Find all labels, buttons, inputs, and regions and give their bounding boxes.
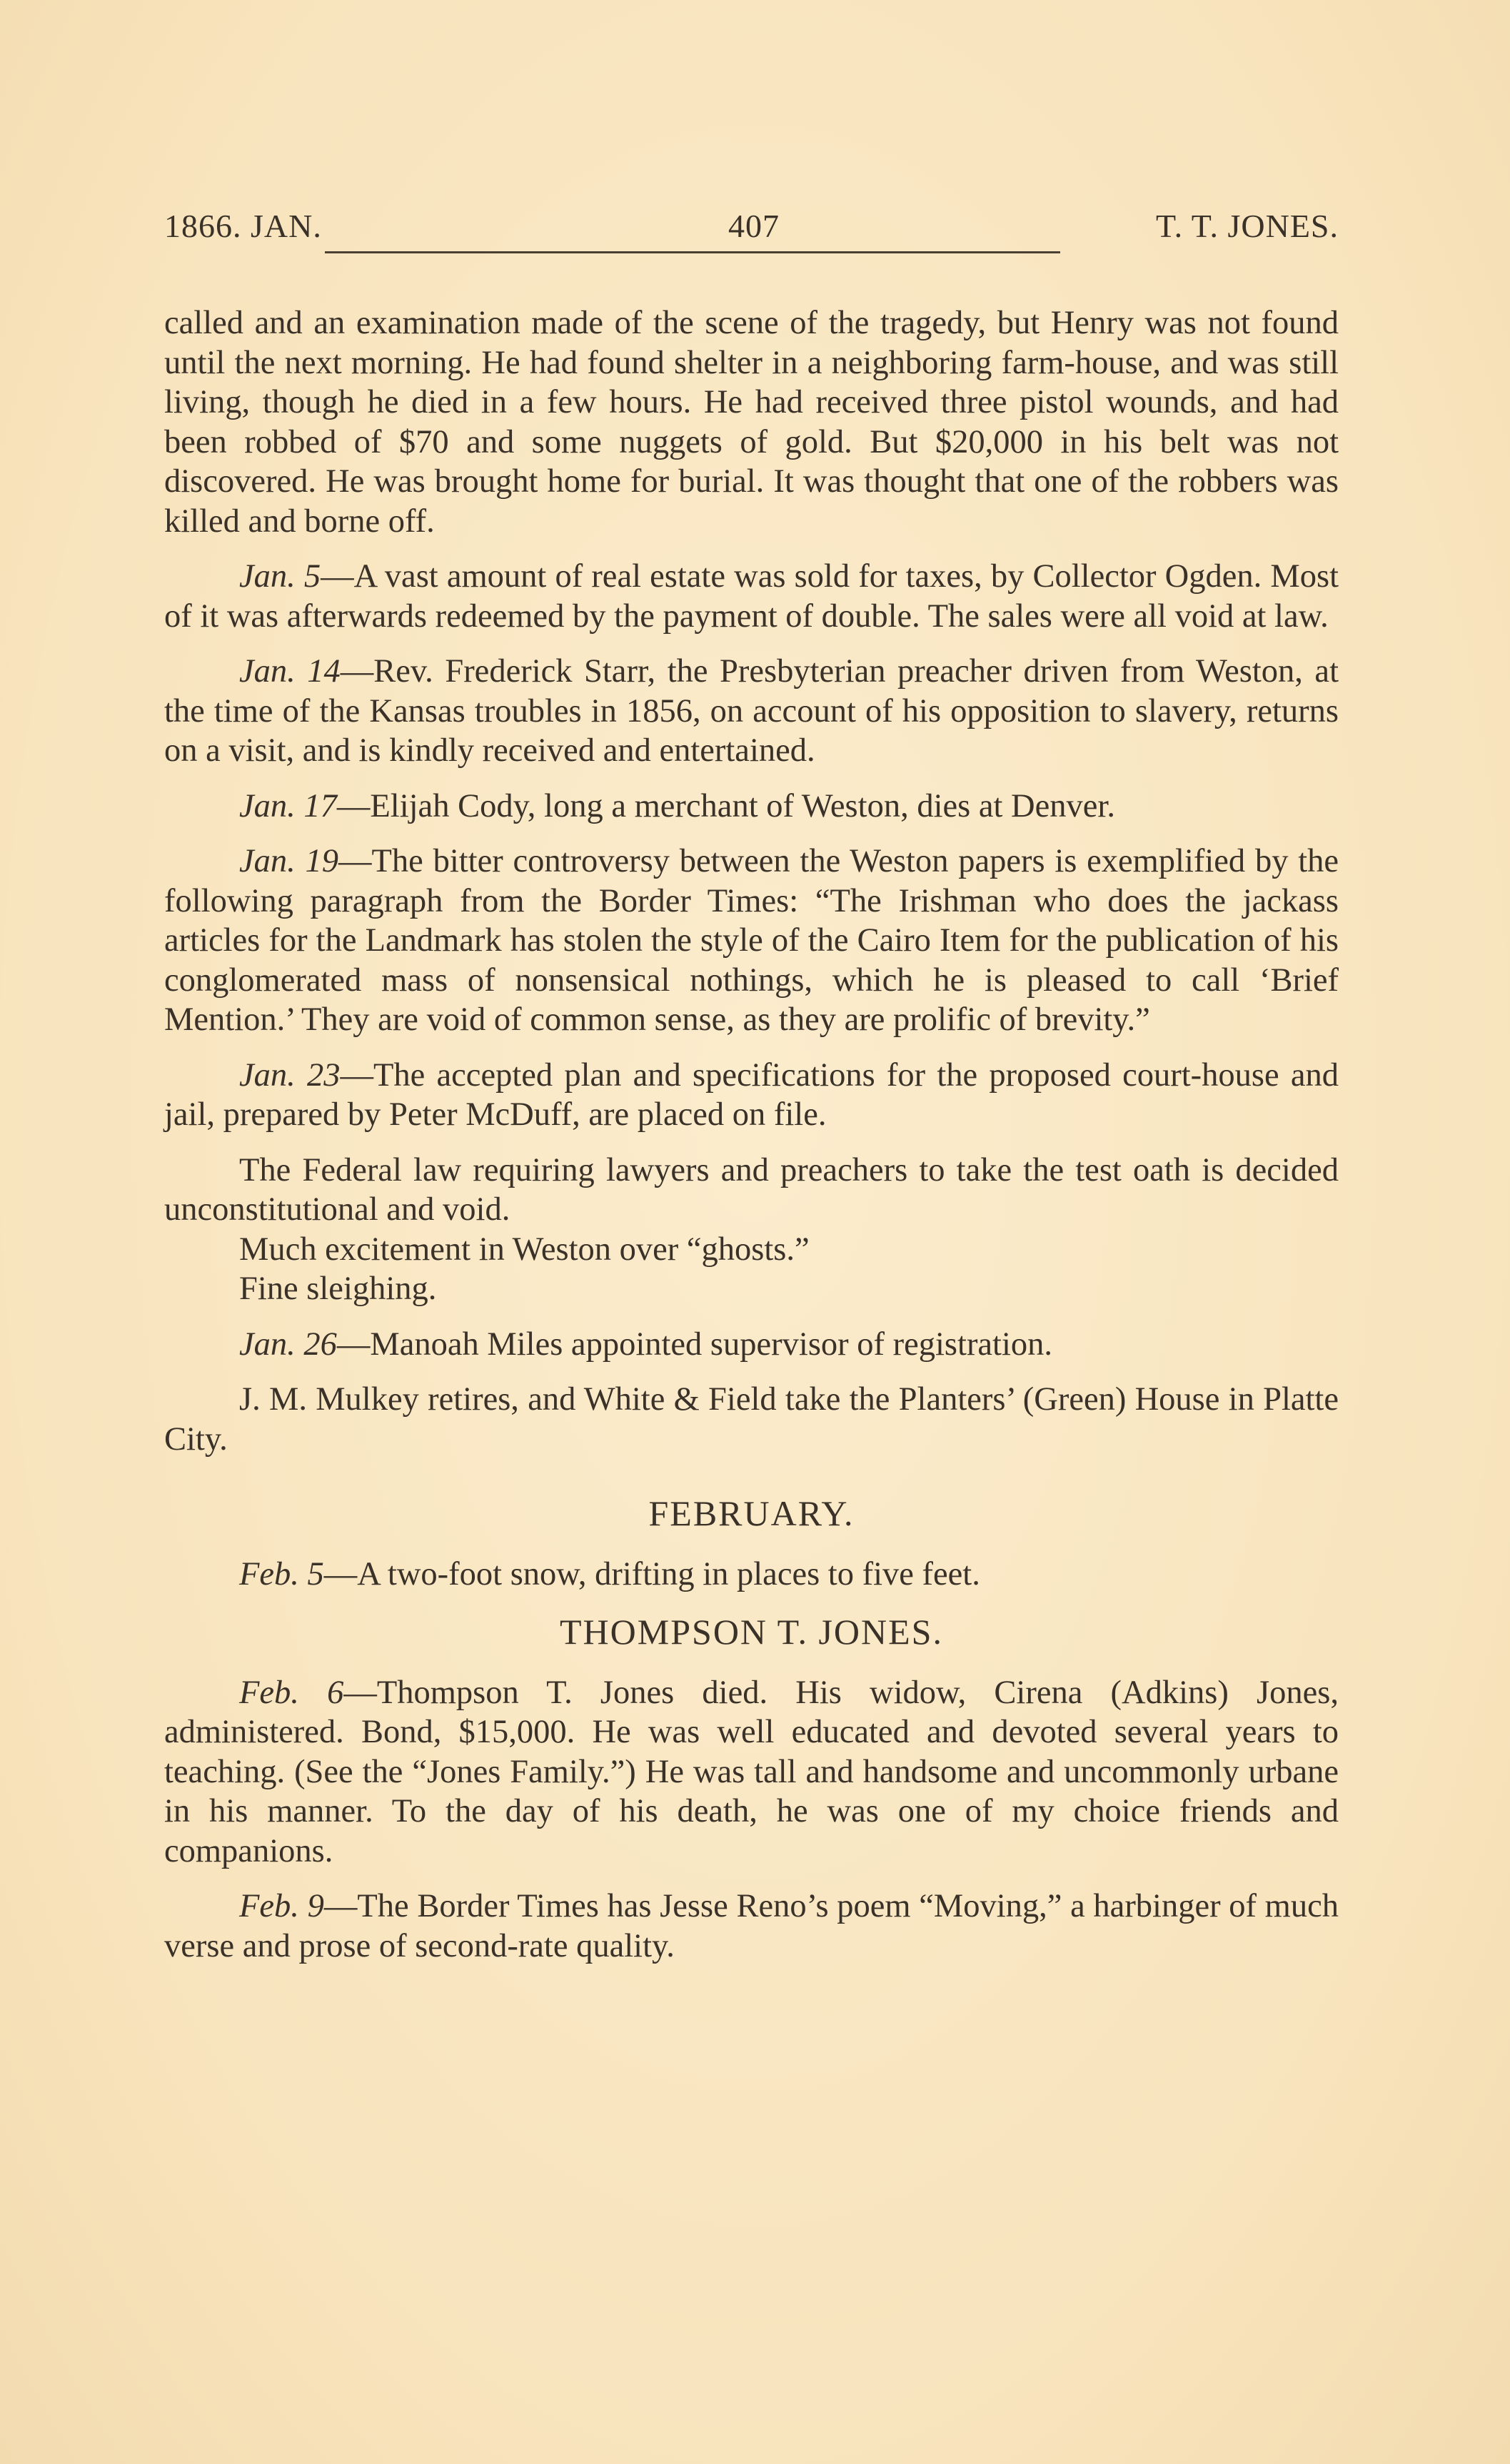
body-text: [164, 303, 1339, 1966]
section-heading: FEBRUARY.: [648, 1493, 855, 1533]
paragraph: The Federal law requiring lawyers and preachers to take the test oath is decided unconstitutional and void.: [164, 1151, 1339, 1228]
running-head-left: 1866. JAN.: [164, 208, 322, 244]
running-head-right: T. T. JONES.: [1155, 208, 1339, 244]
entry-date: Feb. 5: [239, 1556, 324, 1592]
entry-date: Jan. 17: [239, 787, 337, 824]
paragraph: Much excitement in Weston over “ghosts.”: [239, 1231, 810, 1268]
running-head: [164, 207, 1339, 250]
header-rule: [325, 251, 1060, 253]
paragraph: Jan. 26—Manoah Miles appointed supervisor of registration.: [239, 1326, 1053, 1363]
paragraph: Feb. 9—The Border Times has Jesse Reno’s poem “Moving,” a harbinger of much verse and prose of second-rate quality.: [164, 1888, 1339, 1964]
entry-date: Jan. 14: [239, 653, 341, 690]
page-number: 407: [728, 208, 780, 244]
book-page: [164, 207, 1339, 1981]
paragraph: Jan. 17—Elijah Cody, long a merchant of Weston, dies at Denver.: [239, 787, 1115, 824]
entry-date: Jan. 26: [239, 1326, 337, 1363]
paragraph: called and an examination made of the scene of the tragedy, but Henry was not found until the next morning. He had found shelter in a neighboring farm-house, and was still living, though he died in a few hours. He had received three pistol wounds, and had been robbed of $70 and some nuggets of gold. But $20,000 in his belt was not discovered. He was brought home for burial. It was thought that one of the robbers was killed and borne off.: [164, 305, 1339, 540]
paragraph: J. M. Mulkey retires, and White & Field take the Planters’ (Green) House in Platte City.: [164, 1381, 1339, 1458]
entry-date: Feb. 6: [239, 1674, 344, 1711]
paragraph: Jan. 5—A vast amount of real estate was sold for taxes, by Collector Ogden. Most of it was afterwards redeemed by the payment of double. The sales were all void at law.: [164, 558, 1339, 635]
subheading: THOMPSON T. JONES.: [559, 1611, 943, 1652]
paragraph: Jan. 23—The accepted plan and specifications for the proposed court-house and jail, prepared by Peter McDuff, are placed on file.: [164, 1056, 1339, 1133]
entry-date: Jan. 19: [239, 843, 339, 879]
paragraph: Feb. 5—A two-foot snow, drifting in places to five feet.: [239, 1556, 980, 1592]
entry-date: Jan. 5: [239, 558, 321, 595]
entry-date: Feb. 9: [239, 1888, 324, 1924]
paragraph: Fine sleighing.: [239, 1271, 437, 1307]
paragraph: Feb. 6—Thompson T. Jones died. His widow, Cirena (Adkins) Jones, administered. Bond, $15,000. He was well educated and devoted several years to teaching. (See the “Jones Family.”) He was tall and handsome and uncommonly urbane in his manner. To the day of his death, he was one of my choice friends and companions.: [164, 1674, 1339, 1869]
paragraph: Jan. 19—The bitter controversy between the Weston papers is exemplified by the following paragraph from the Border Times: “The Irishman who does the jackass articles for the Landmark has stolen the style of the Cairo Item for the publication of his conglomerated mass of nonsensical nothings, which he is pleased to call ‘Brief Mention.’ They are void of common sense, as they are prolific of brevity.”: [164, 843, 1339, 1038]
paragraph: Jan. 14—Rev. Frederick Starr, the Presbyterian preacher driven from Weston, at the time of the Kansas troubles in 1856, on account of his opposition to slavery, returns on a visit, and is kindly received and entertained.: [164, 653, 1339, 769]
entry-date: Jan. 23: [239, 1056, 341, 1094]
